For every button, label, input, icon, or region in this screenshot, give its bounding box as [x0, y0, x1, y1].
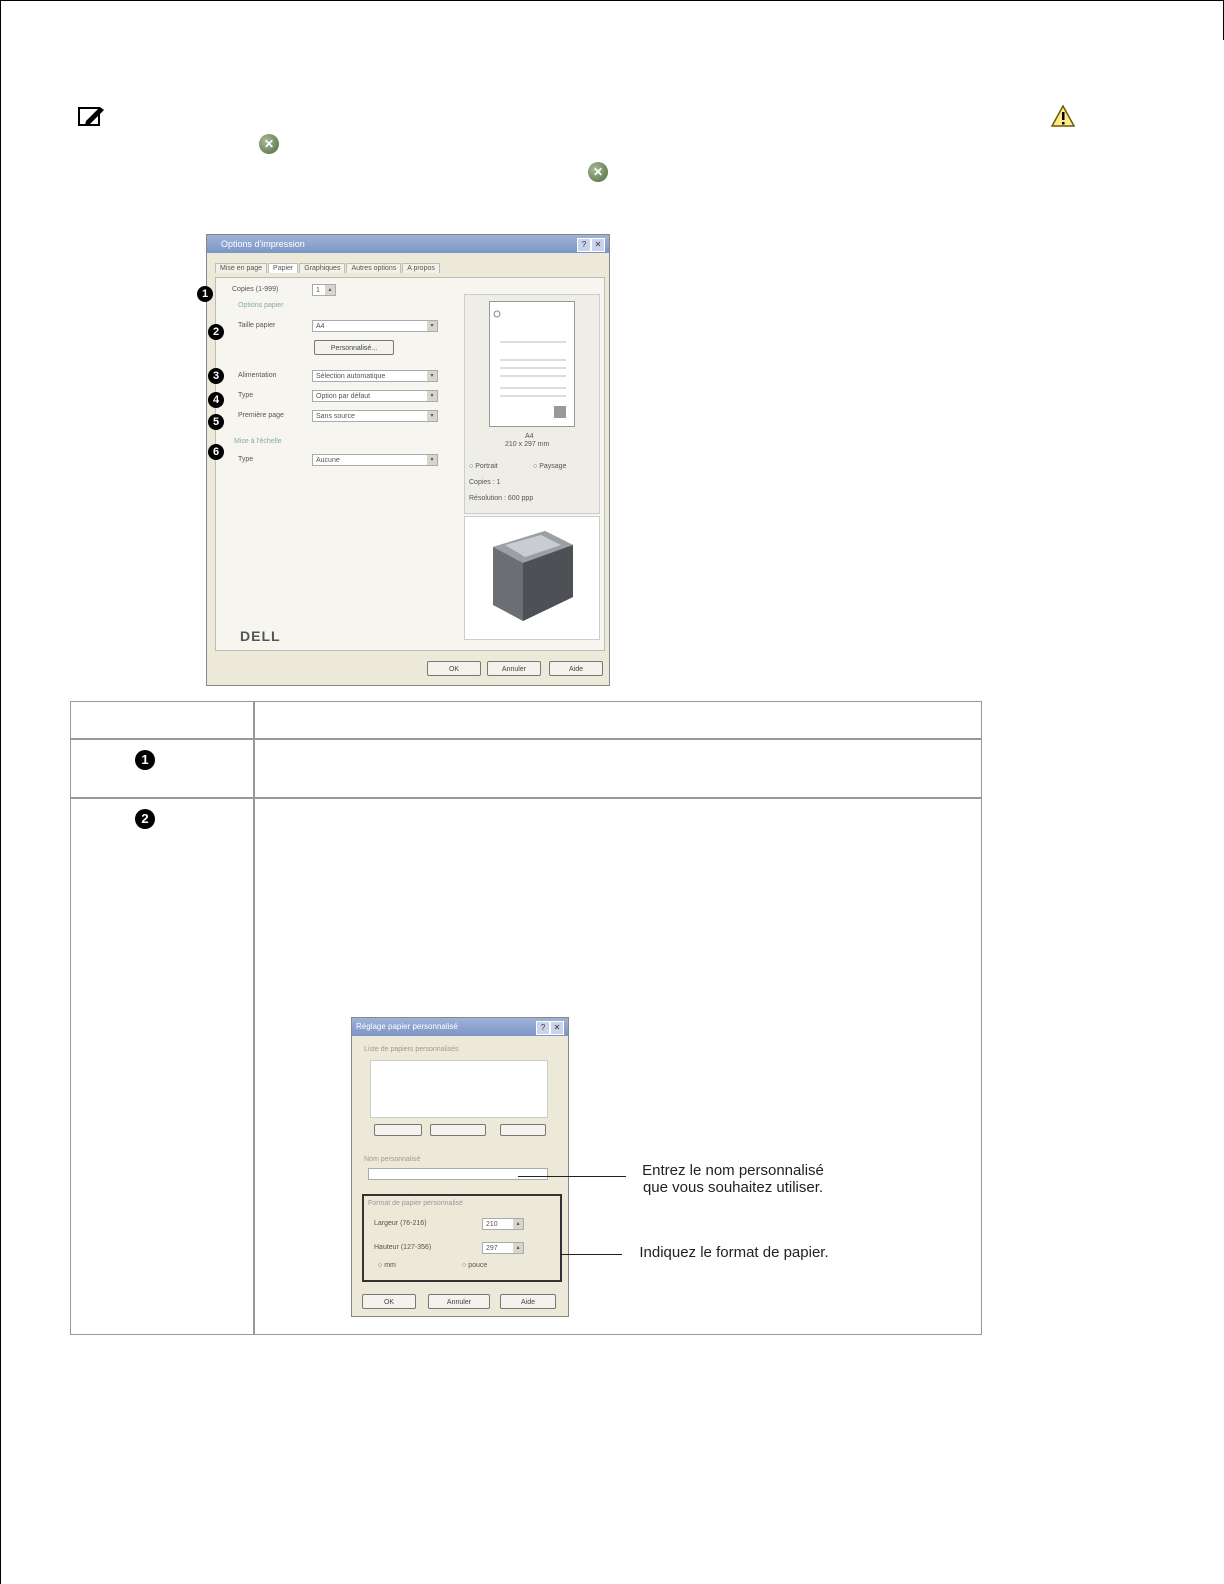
callout-name — [628, 1162, 838, 1196]
custom-size-label: Format de papier personnalisé — [368, 1200, 463, 1207]
callout-number-4: 4 — [208, 392, 224, 408]
custom-paper-list[interactable] — [370, 1060, 548, 1118]
custom-name-label: Nom personnalisé — [364, 1156, 421, 1163]
printer-icon — [465, 517, 599, 639]
callout-format: Indiquez le format de papier. — [639, 1244, 829, 1261]
dialog-title-bar — [352, 1018, 568, 1036]
page-border-top — [0, 0, 1224, 1]
preview-size: A4 — [525, 433, 534, 440]
callout-number-3: 3 — [208, 368, 224, 384]
paper-preview-panel — [464, 294, 600, 514]
close-icon[interactable]: ✕ — [550, 1021, 564, 1035]
cancel-icon: ✕ — [259, 134, 279, 154]
first-page-label: Première page — [238, 412, 284, 419]
cancel-button[interactable]: Annuler — [487, 661, 541, 676]
ok-button[interactable]: OK — [427, 661, 481, 676]
type-select[interactable]: Option par défaut ▾ — [312, 390, 438, 402]
custom-size-button[interactable]: Personnalisé... — [314, 340, 394, 355]
copies-label: Copies (1-999) — [232, 286, 279, 293]
cancel-button[interactable]: Annuler — [428, 1294, 490, 1309]
page-border-left — [0, 0, 1, 1584]
dialog-title: Réglage papier personnalisé — [356, 1022, 458, 1031]
resolution-info: Résolution : 600 ppp — [469, 495, 534, 502]
height-label: Hauteur (127-356) — [374, 1244, 432, 1251]
dialog-title: Options d'impression — [221, 239, 305, 249]
table-row-divider — [71, 797, 981, 799]
help-icon[interactable]: ? — [577, 238, 591, 252]
add-button[interactable] — [374, 1124, 422, 1136]
callout-number-2: 2 — [208, 324, 224, 340]
first-page-select[interactable]: Sans source ▾ — [312, 410, 438, 422]
warning-icon — [1050, 104, 1076, 128]
tab-paper[interactable]: Papier — [268, 263, 298, 273]
page-preview — [489, 301, 575, 427]
paper-options-label: Options papier — [238, 302, 284, 309]
close-icon[interactable]: ✕ — [591, 238, 605, 252]
dialog-title-bar — [207, 235, 609, 253]
callout-name-line2: que vous souhaitez utiliser. — [642, 1179, 824, 1196]
scaling-label: Mise à l'échelle — [234, 438, 282, 445]
callout-name-line1: Entrez le nom personnalisé — [642, 1162, 824, 1179]
tab-bar — [215, 263, 441, 277]
table-row-number-2: 2 — [135, 809, 155, 829]
tab-layout[interactable]: Mise en page — [215, 263, 267, 273]
copies-field[interactable]: 1 ▴ — [312, 284, 336, 296]
callout-number-1: 1 — [197, 286, 213, 302]
orientation-landscape[interactable]: ○ Paysage — [533, 463, 567, 470]
size-select[interactable]: A4 ▾ — [312, 320, 438, 332]
scaling-type-select[interactable]: Aucune ▾ — [312, 454, 438, 466]
update-button[interactable] — [430, 1124, 486, 1136]
callout-line-format — [560, 1254, 622, 1255]
orientation-portrait[interactable]: ○ Portrait — [469, 463, 498, 470]
custom-paper-dialog — [351, 1017, 569, 1317]
size-label: Taille papier — [238, 322, 276, 329]
tab-about[interactable]: A propos — [402, 263, 440, 273]
callout-line-name — [518, 1176, 626, 1177]
paper-tab-panel — [215, 277, 605, 651]
height-stepper[interactable]: 297 ▴ — [482, 1242, 524, 1254]
tab-other[interactable]: Autres options — [346, 263, 401, 273]
cancel-icon: ✕ — [588, 162, 608, 182]
custom-list-label: Liste de papiers personnalisés — [364, 1046, 459, 1053]
dell-logo: DELL — [240, 628, 281, 644]
help-button[interactable]: Aide — [500, 1294, 556, 1309]
callout-number-6: 6 — [208, 444, 224, 460]
table-row-divider — [71, 738, 981, 740]
callout-number-5: 5 — [208, 414, 224, 430]
tab-graphics[interactable]: Graphiques — [299, 263, 345, 273]
print-options-dialog — [206, 234, 610, 686]
table-row-number-1: 1 — [135, 750, 155, 770]
width-label: Largeur (76-216) — [374, 1220, 427, 1227]
ok-button[interactable]: OK — [362, 1294, 416, 1309]
copies-info: Copies : 1 — [469, 479, 501, 486]
preview-dims: 210 x 297 mm — [505, 441, 550, 448]
unit-inch-radio[interactable]: ○ pouce — [462, 1262, 488, 1269]
delete-button[interactable] — [500, 1124, 546, 1136]
printer-image — [464, 516, 600, 640]
unit-mm-radio[interactable]: ○ mm — [378, 1262, 396, 1269]
help-icon[interactable]: ? — [536, 1021, 550, 1035]
source-select[interactable]: Sélection automatique ▾ — [312, 370, 438, 382]
custom-name-input[interactable] — [368, 1168, 548, 1180]
source-label: Alimentation — [238, 372, 277, 379]
type-label: Type — [238, 392, 254, 399]
help-button[interactable]: Aide — [549, 661, 603, 676]
page-preview-graphic — [490, 302, 574, 426]
scaling-type-label: Type — [238, 456, 254, 463]
note-icon — [78, 105, 106, 127]
custom-size-group — [362, 1194, 562, 1282]
width-stepper[interactable]: 210 ▴ — [482, 1218, 524, 1230]
